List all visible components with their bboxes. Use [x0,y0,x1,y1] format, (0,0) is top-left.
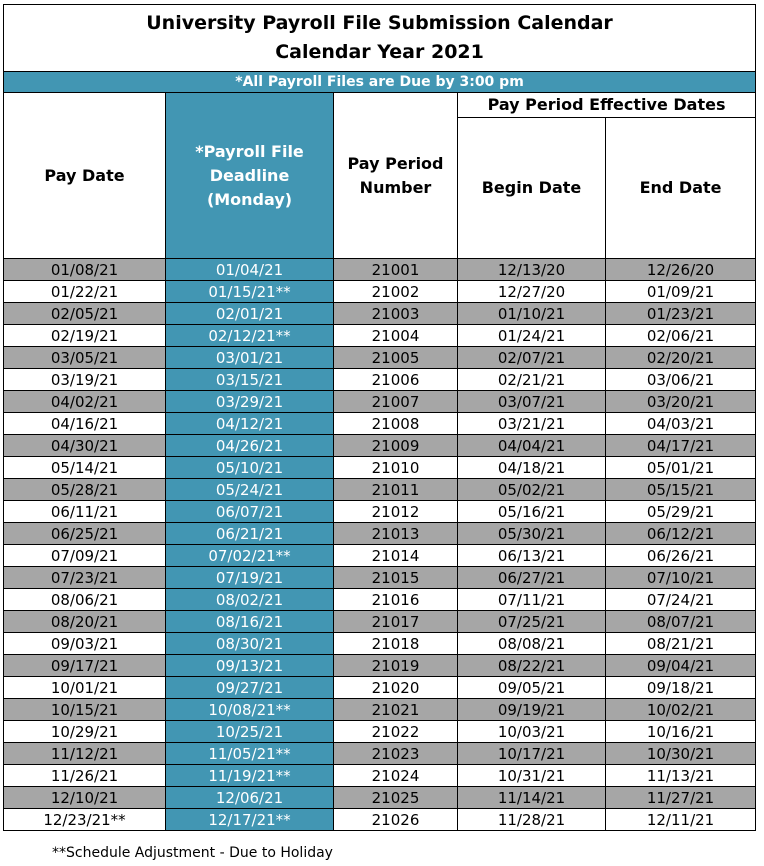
deadline-cell: 10/25/21 [166,721,334,743]
deadline-cell: 02/12/21** [166,325,334,347]
deadline-header: *Payroll File Deadline (Monday) [166,93,334,259]
begin-date-cell: 03/07/21 [458,391,606,413]
end-date-cell: 10/02/21 [606,699,756,721]
table-row [4,501,756,523]
table-row [4,787,756,809]
period-number-cell: 21007 [334,391,458,413]
end-date-cell: 08/21/21 [606,633,756,655]
begin-date-cell: 08/08/21 [458,633,606,655]
deadline-cell: 08/16/21 [166,611,334,633]
table-row [4,413,756,435]
pay-date-cell: 07/23/21 [4,567,166,589]
title-line-2: Calendar Year 2021 [275,41,484,63]
begin-date-cell: 03/21/21 [458,413,606,435]
begin-date-cell: 12/27/20 [458,281,606,303]
pay-date-cell: 02/19/21 [4,325,166,347]
end-date-cell: 09/18/21 [606,677,756,699]
table-row [4,369,756,391]
deadline-cell: 06/21/21 [166,523,334,545]
end-date-cell: 02/06/21 [606,325,756,347]
end-date-cell: 11/13/21 [606,765,756,787]
end-date-cell: 06/26/21 [606,545,756,567]
pay-date-cell: 12/23/21** [4,809,166,831]
pay-date-cell: 08/20/21 [4,611,166,633]
table-row [4,699,756,721]
period-number-header: Pay Period Number [334,93,458,259]
table-row [4,633,756,655]
begin-date-cell: 05/02/21 [458,479,606,501]
period-number-cell: 21018 [334,633,458,655]
table-row [4,589,756,611]
table-row [4,765,756,787]
period-number-cell: 21003 [334,303,458,325]
begin-date-cell: 01/10/21 [458,303,606,325]
end-date-cell: 11/27/21 [606,787,756,809]
period-number-cell: 21009 [334,435,458,457]
begin-date-cell: 05/16/21 [458,501,606,523]
table-row [4,325,756,347]
begin-date-cell: 06/13/21 [458,545,606,567]
period-number-cell: 21012 [334,501,458,523]
payroll-calendar [3,4,755,831]
period-number-cell: 21010 [334,457,458,479]
deadline-cell: 11/05/21** [166,743,334,765]
end-date-cell: 05/29/21 [606,501,756,523]
pay-date-cell: 06/25/21 [4,523,166,545]
period-number-cell: 21005 [334,347,458,369]
deadline-cell: 05/10/21 [166,457,334,479]
table-row [4,545,756,567]
footnote: **Schedule Adjustment - Due to Holiday [52,845,333,861]
deadline-cell: 08/30/21 [166,633,334,655]
begin-date-cell: 11/28/21 [458,809,606,831]
end-date-cell: 02/20/21 [606,347,756,369]
table-row [4,435,756,457]
pay-date-cell: 11/12/21 [4,743,166,765]
payroll-table [3,4,756,831]
table-row [4,523,756,545]
pay-date-cell: 01/08/21 [4,259,166,281]
begin-date-cell: 10/03/21 [458,721,606,743]
pay-date-header: Pay Date [4,93,166,259]
deadline-cell: 07/19/21 [166,567,334,589]
table-row [4,743,756,765]
deadline-cell: 03/15/21 [166,369,334,391]
end-date-cell: 07/24/21 [606,589,756,611]
begin-date-cell: 09/05/21 [458,677,606,699]
begin-date-cell: 06/27/21 [458,567,606,589]
end-date-cell: 03/06/21 [606,369,756,391]
period-number-cell: 21022 [334,721,458,743]
title-line-1: University Payroll File Submission Calendar [146,12,613,34]
pay-date-cell: 05/14/21 [4,457,166,479]
deadline-cell: 04/12/21 [166,413,334,435]
deadline-cell: 09/27/21 [166,677,334,699]
end-date-cell: 03/20/21 [606,391,756,413]
period-number-cell: 21020 [334,677,458,699]
pay-date-cell: 04/16/21 [4,413,166,435]
period-number-cell: 21021 [334,699,458,721]
pay-date-cell: 03/19/21 [4,369,166,391]
end-date-cell: 04/17/21 [606,435,756,457]
end-date-cell: 06/12/21 [606,523,756,545]
pay-date-cell: 06/11/21 [4,501,166,523]
begin-date-cell: 07/11/21 [458,589,606,611]
deadline-cell: 08/02/21 [166,589,334,611]
table-row [4,611,756,633]
deadline-cell: 03/29/21 [166,391,334,413]
deadline-cell: 06/07/21 [166,501,334,523]
pay-date-cell: 11/26/21 [4,765,166,787]
page-title [4,5,756,72]
period-number-cell: 21019 [334,655,458,677]
begin-date-cell: 12/13/20 [458,259,606,281]
deadline-cell: 09/13/21 [166,655,334,677]
begin-date-cell: 10/31/21 [458,765,606,787]
pay-date-cell: 07/09/21 [4,545,166,567]
deadline-cell: 02/01/21 [166,303,334,325]
begin-date-cell: 11/14/21 [458,787,606,809]
table-row [4,479,756,501]
period-number-cell: 21017 [334,611,458,633]
end-date-cell: 12/26/20 [606,259,756,281]
end-date-cell: 08/07/21 [606,611,756,633]
pay-date-cell: 05/28/21 [4,479,166,501]
begin-date-cell: 05/30/21 [458,523,606,545]
pay-date-cell: 10/01/21 [4,677,166,699]
pay-date-cell: 04/02/21 [4,391,166,413]
end-date-cell: 01/09/21 [606,281,756,303]
table-row [4,303,756,325]
end-date-header: End Date [606,118,756,259]
begin-date-cell: 04/04/21 [458,435,606,457]
period-number-cell: 21023 [334,743,458,765]
period-number-cell: 21024 [334,765,458,787]
table-row [4,347,756,369]
begin-date-cell: 04/18/21 [458,457,606,479]
pay-date-cell: 08/06/21 [4,589,166,611]
begin-date-cell: 10/17/21 [458,743,606,765]
period-number-cell: 21014 [334,545,458,567]
end-date-cell: 09/04/21 [606,655,756,677]
end-date-cell: 12/11/21 [606,809,756,831]
table-row [4,567,756,589]
pay-date-cell: 04/30/21 [4,435,166,457]
period-number-cell: 21026 [334,809,458,831]
pay-date-cell: 10/15/21 [4,699,166,721]
table-row [4,281,756,303]
period-number-cell: 21013 [334,523,458,545]
period-number-cell: 21006 [334,369,458,391]
table-body [4,259,756,831]
table-row [4,655,756,677]
period-number-cell: 21025 [334,787,458,809]
begin-date-cell: 02/07/21 [458,347,606,369]
end-date-cell: 10/30/21 [606,743,756,765]
table-row [4,457,756,479]
effective-dates-header: Pay Period Effective Dates [458,93,756,118]
begin-date-cell: 02/21/21 [458,369,606,391]
begin-date-cell: 09/19/21 [458,699,606,721]
deadline-cell: 11/19/21** [166,765,334,787]
deadline-cell: 04/26/21 [166,435,334,457]
pay-date-cell: 12/10/21 [4,787,166,809]
period-number-cell: 21004 [334,325,458,347]
end-date-cell: 01/23/21 [606,303,756,325]
table-row [4,721,756,743]
period-number-cell: 21015 [334,567,458,589]
deadline-cell: 03/01/21 [166,347,334,369]
begin-date-cell: 07/25/21 [458,611,606,633]
deadline-cell: 12/06/21 [166,787,334,809]
pay-date-cell: 09/03/21 [4,633,166,655]
begin-date-cell: 01/24/21 [458,325,606,347]
period-number-cell: 21008 [334,413,458,435]
table-row [4,677,756,699]
period-number-cell: 21002 [334,281,458,303]
deadline-cell: 10/08/21** [166,699,334,721]
pay-date-cell: 02/05/21 [4,303,166,325]
period-number-cell: 21016 [334,589,458,611]
period-number-cell: 21011 [334,479,458,501]
period-number-cell: 21001 [334,259,458,281]
pay-date-cell: 10/29/21 [4,721,166,743]
end-date-cell: 07/10/21 [606,567,756,589]
table-row [4,259,756,281]
deadline-cell: 07/02/21** [166,545,334,567]
end-date-cell: 10/16/21 [606,721,756,743]
table-row [4,391,756,413]
begin-date-header: Begin Date [458,118,606,259]
deadline-cell: 12/17/21** [166,809,334,831]
deadline-cell: 01/04/21 [166,259,334,281]
pay-date-cell: 01/22/21 [4,281,166,303]
pay-date-cell: 09/17/21 [4,655,166,677]
end-date-cell: 04/03/21 [606,413,756,435]
pay-date-cell: 03/05/21 [4,347,166,369]
end-date-cell: 05/15/21 [606,479,756,501]
deadline-cell: 01/15/21** [166,281,334,303]
due-notice: *All Payroll Files are Due by 3:00 pm [4,72,756,93]
begin-date-cell: 08/22/21 [458,655,606,677]
table-row [4,809,756,831]
deadline-cell: 05/24/21 [166,479,334,501]
end-date-cell: 05/01/21 [606,457,756,479]
